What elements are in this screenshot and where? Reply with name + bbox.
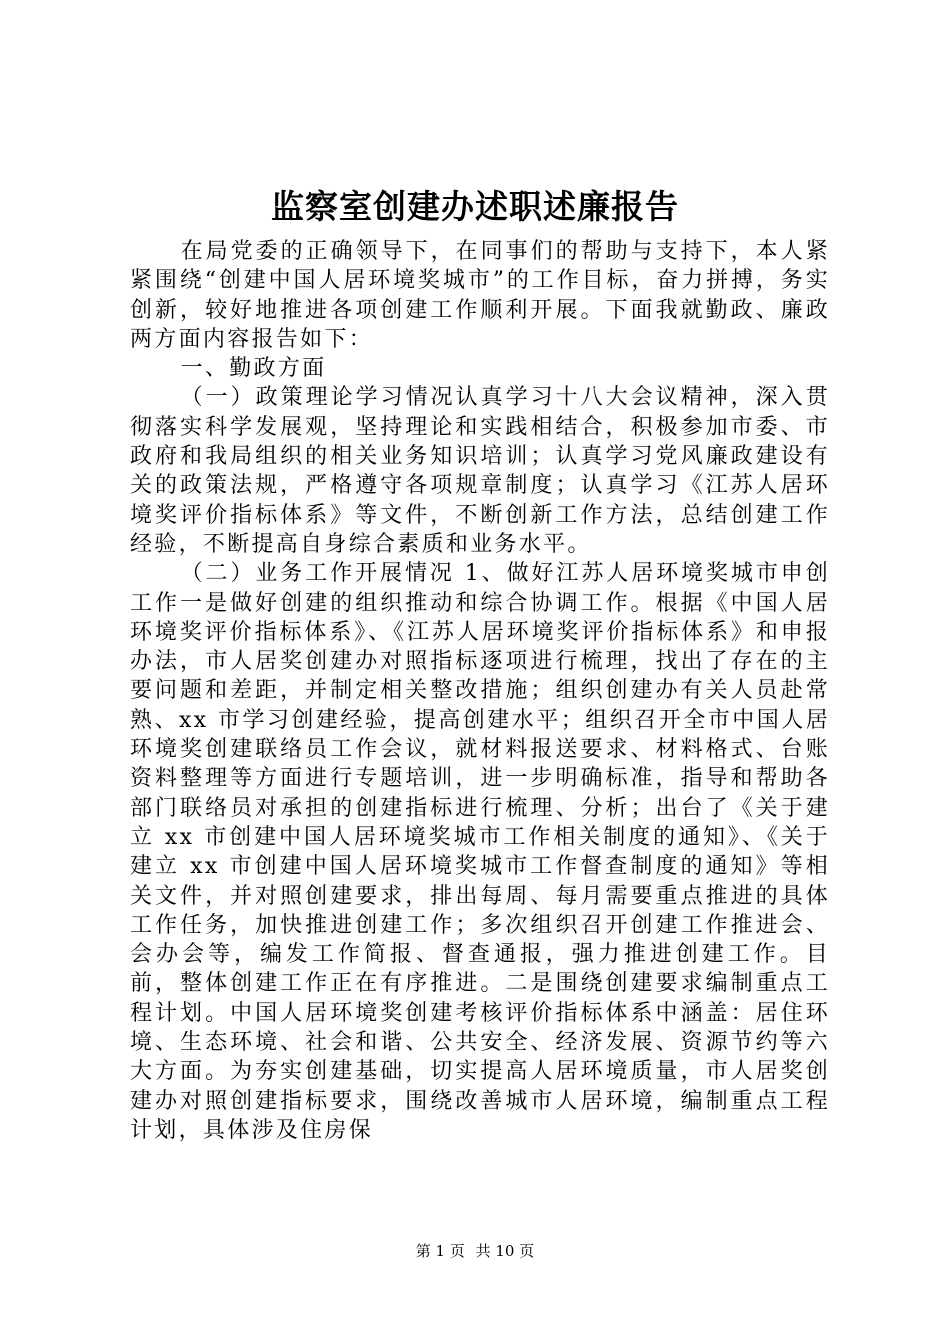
document-title: 监察室创建办述职述廉报告 — [271, 187, 679, 226]
paragraph-intro: 在局党委的正确领导下，在同事们的帮助与支持下，本人紧紧围绕“创建中国人居环境奖城市”的工作目标，奋力拼搏，务实创新，较好地推进各项创建工作顺利开展。下面我就勤政、廉政两方面内容报告如下： — [130, 239, 830, 352]
document-body — [130, 237, 830, 1145]
page-number: 第 1 页 — [415, 1242, 465, 1260]
paragraph-study: （一）政策理论学习情况认真学习十八大会议精神，深入贯彻落实科学发展观，坚持理论和实践相结合，积极参加市委、市政府和我局组织的相关业务知识培训；认真学习党风廉政建设有关的政策法规，严格遵守各项规章制度；认真学习《江苏人居环境奖评价指标体系》等文件，不断创新工作方法，总结创建工作经验，不断提高自身综合素质和业务水平。 — [130, 385, 830, 557]
section-heading: 一、勤政方面 — [180, 356, 327, 382]
page-total: 共 10 页 — [475, 1242, 535, 1260]
paragraph-work: （二）业务工作开展情况 1、做好江苏人居环境奖城市申创工作一是做好创建的组织推动和综合协调工作。根据《中国人居环境奖评价指标体系》、《江苏人居环境奖评价指标体系》和申报办法，市人居奖创建办对照指标逐项进行梳理，找出了存在的主要问题和差距，并制定相关整改措施；组织创建办有关人员赴常熟、xx 市学习创建经验，提高创建水平；组织召开全市中国人居环境奖创建联络员工作会议，就材料报送要求、材料格式、台账资料整理等方面进行专题培训，进一步明确标准，指导和帮助各部门联络员对承担的创建指标进行梳理、分析；出台了《关于建立 xx 市创建中国人居环境奖城市工作相关制度的通知》、《关于建立 xx 市创建中国人居环境奖城市工作督查制度的通知》等相关文件，并对照创建要求，排出每周、每月需要重点推进的具体工作任务，加快推进创建工作；多次组织召开创建工作推进会、会办会等，编发工作简报、督查通报，强力推进创建工作。目前，整体创建工作正在有序推进。二是围绕创建要求编制重点工程计划。中国人居环境奖创建考核评价指标体系中涵盖：居住环境、生态环境、社会和谐、公共安全、经济发展、资源节约等六大方面。为夯实创建基础，切实提高人居环境质量，市人居奖创建办对照创建指标要求，围绕改善城市人居环境，编制重点工程计划，具体涉及住房保 — [130, 561, 830, 1143]
page-footer — [0, 1240, 950, 1262]
